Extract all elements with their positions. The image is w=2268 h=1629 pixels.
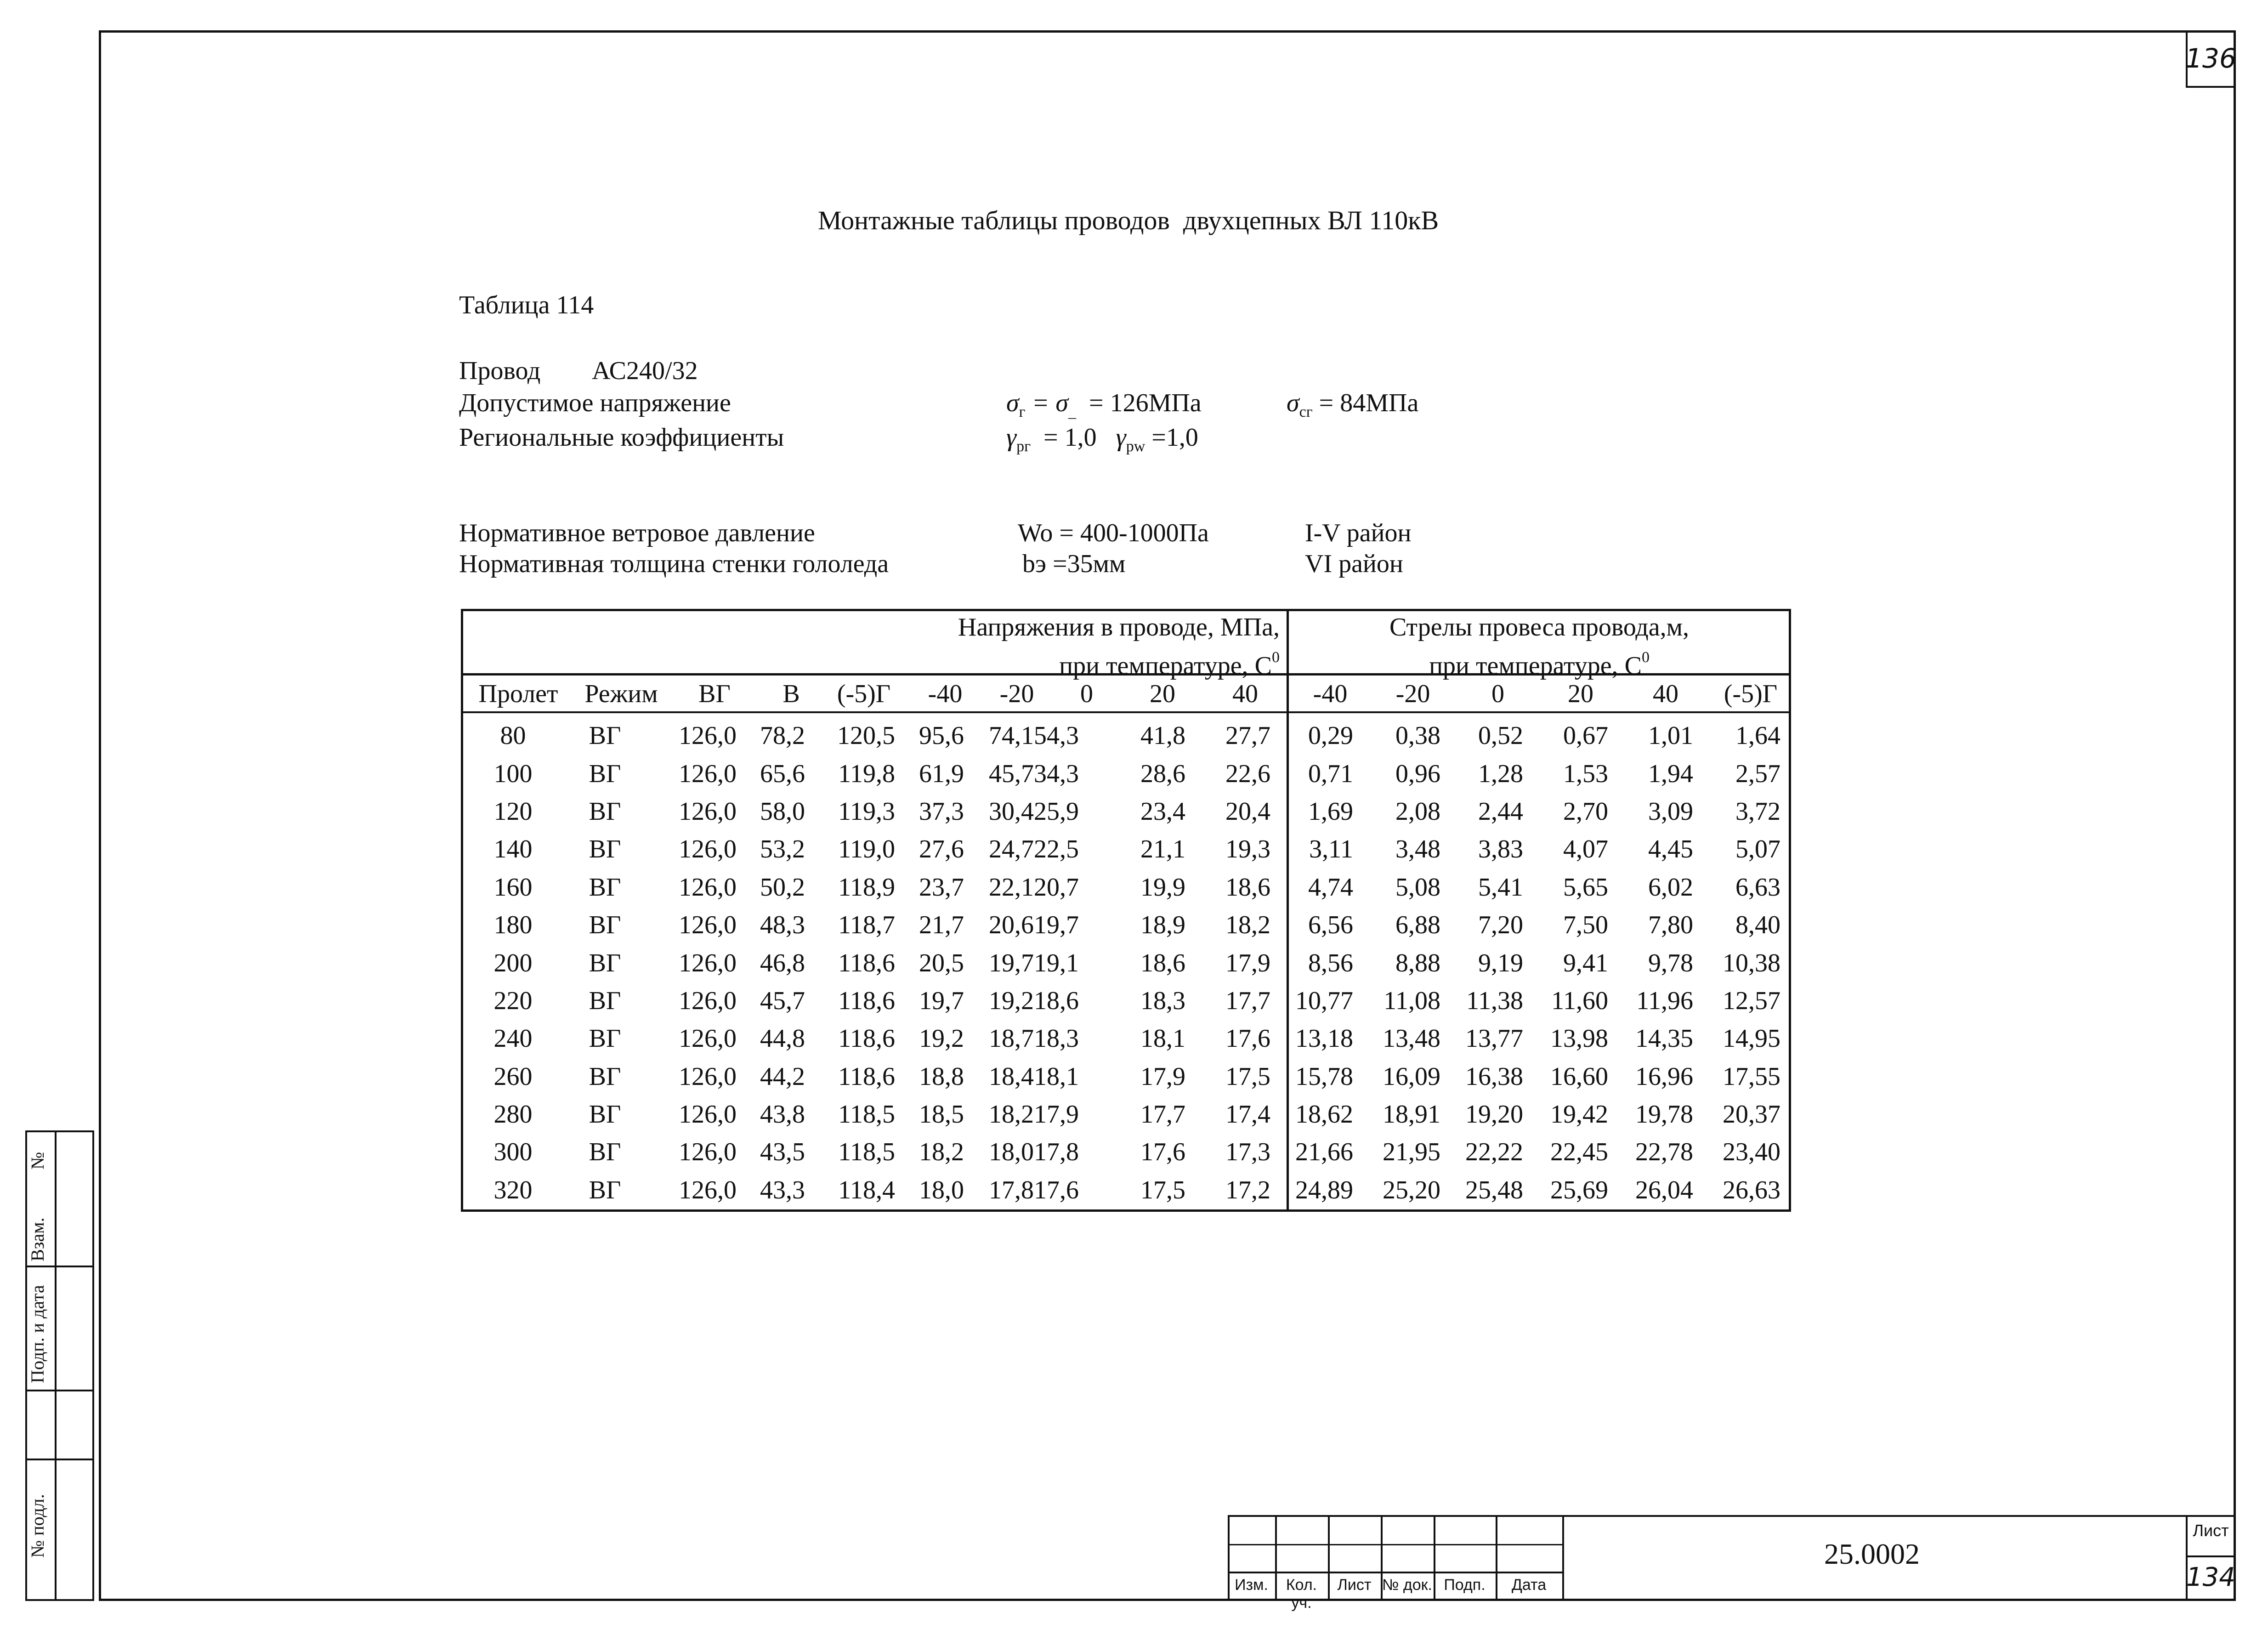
table-label: Таблица 114 [459,291,594,319]
table-cell: 20,6 [989,911,1034,940]
table-cell: ВГ [589,721,621,750]
table-cell: 20,7 [1034,873,1079,902]
table-cell: 118,4 [838,1175,895,1204]
table-cell: 126,0 [679,1175,737,1204]
table-cell: 13,77 [1465,1024,1523,1053]
table-cell: 54,3 [1034,721,1079,750]
table-cell: 5,41 [1478,873,1523,902]
table-cell: 3,83 [1478,835,1523,864]
table-row [463,1058,1780,1095]
table-cell: 200 [493,948,533,977]
table-cell: 61,9 [919,759,964,788]
wind-region: I-V район [1305,519,1412,547]
table-cell: ВГ [589,835,621,864]
table-cell: 2,44 [1478,797,1523,826]
table-cell: 6,88 [1395,911,1440,940]
allowed-stress-formula: $\sigma_г = \sigma_{\_} = 126МПа$ [1006,389,1202,420]
table-cell: 22,45 [1550,1138,1608,1167]
column-header: В [782,680,800,708]
table-cell: ВГ [589,797,621,826]
table-cell: 30,4 [989,797,1034,826]
table-cell: 119,8 [838,759,895,788]
table-cell: 26,04 [1635,1175,1693,1204]
table-cell: 58,0 [760,797,805,826]
table-cell: 8,56 [1308,948,1353,977]
strip-label-replace: Взам. [27,1217,48,1261]
table-cell: 126,0 [679,873,737,902]
column-header: -20 [999,680,1034,708]
table-cell: 126,0 [679,835,737,864]
page-title: Монтажные таблицы проводов двухцепных ВЛ 110кВ [818,205,1439,235]
table-cell: 11,08 [1383,986,1440,1015]
document-number: 25.0002 [1824,1538,1920,1570]
table-row [463,944,1780,982]
table-cell: 17,8 [989,1175,1034,1204]
table-cell: 1,28 [1478,759,1523,788]
table-cell: 7,50 [1563,911,1608,940]
table-row [463,1133,1780,1171]
table-cell: 17,6 [1140,1138,1185,1167]
table-cell: 18,0 [919,1175,964,1204]
table-cell: 18,91 [1383,1100,1440,1129]
column-header: -40 [928,680,963,708]
table-cell: 16,09 [1383,1062,1440,1091]
table-cell: 43,8 [760,1100,805,1129]
table-cell: ВГ [589,1138,621,1167]
table-cell: 118,6 [838,948,895,977]
ice-region: VI район [1305,550,1403,578]
table-cell: 126,0 [679,1062,737,1091]
table-cell: 5,65 [1563,873,1608,902]
wind-value: Wo = 400-1000Па [1018,519,1209,547]
table-cell: 25,20 [1383,1175,1440,1204]
table-cell: 320 [493,1175,533,1204]
table-cell: 17,6 [1034,1175,1079,1204]
title-block-column-label: Изм. [1235,1576,1268,1594]
table-cell: 18,0 [989,1138,1034,1167]
table-cell: 126,0 [679,797,737,826]
table-cell: 126,0 [679,1024,737,1053]
table-cell: 24,7 [989,835,1034,864]
sheet-number: 134 [2186,1562,2235,1592]
table-cell: 0,71 [1308,759,1353,788]
table-cell: 3,72 [1735,797,1780,826]
title-block-line [1228,1544,1562,1545]
table-cell: 220 [493,986,533,1015]
table-cell: 23,4 [1140,797,1185,826]
table-cell: 17,7 [1140,1100,1185,1129]
title-block-line [1228,1572,1562,1573]
table-cell: 118,9 [838,873,895,902]
table-row [463,717,1780,755]
table-cell: 28,6 [1140,759,1185,788]
wind-label: Нормативное ветровое давление [459,519,815,547]
table-cell: 0,52 [1478,721,1523,750]
table-cell: 15,78 [1295,1062,1353,1091]
stress-group-header: Напряжения в проводе, МПа, при температуре, $С^0$ [958,613,1280,680]
regional-coeffs-values: $\gamma_{рг} = 1,0$ $\gamma_{pw} =1,0$ [1006,423,1198,455]
table-cell: 3,11 [1309,835,1353,864]
table-cell: 18,5 [919,1100,964,1129]
column-header: (-5)Г [1724,680,1778,708]
table-cell: 18,8 [919,1062,964,1091]
table-cell: 22,78 [1635,1138,1693,1167]
table-cell: 18,2 [919,1138,964,1167]
table-cell: 18,6 [1225,873,1270,902]
table-cell: 6,02 [1648,873,1693,902]
table-cell: 126,0 [679,1100,737,1129]
table-cell: 119,0 [838,835,895,864]
table-cell: 18,62 [1295,1100,1353,1129]
regional-coeffs-label: Региональные коэффициенты [459,423,784,452]
table-cell: 0,29 [1308,721,1353,750]
table-cell: 43,3 [760,1175,805,1204]
table-cell: 118,6 [838,986,895,1015]
table-cell: 22,5 [1034,835,1079,864]
table-cell: 240 [493,1024,533,1053]
table-cell: 19,7 [919,986,964,1015]
table-cell: 4,45 [1648,835,1693,864]
table-cell: 4,07 [1563,835,1608,864]
table-cell: 12,57 [1723,986,1780,1015]
table-cell: 17,5 [1140,1175,1185,1204]
table-row [463,755,1780,792]
table-cell: 118,5 [838,1138,895,1167]
table-cell: 80 [500,721,526,750]
table-cell: 19,3 [1225,835,1270,864]
table-cell: 126,0 [679,759,737,788]
table-cell: 100 [493,759,533,788]
column-header: 40 [1232,680,1258,708]
table-cell: 21,66 [1295,1138,1353,1167]
table-cell: 19,2 [989,986,1034,1015]
table-cell: 118,7 [838,911,895,940]
table-cell: 16,96 [1635,1062,1693,1091]
table-cell: 3,09 [1648,797,1693,826]
table-cell: ВГ [589,911,621,940]
title-block-line [2186,1555,2236,1557]
table-cell: 4,74 [1308,873,1353,902]
table-cell: 27,7 [1225,721,1270,750]
table-cell: 10,77 [1295,986,1353,1015]
title-block-column-label: № док. [1382,1576,1432,1594]
table-cell: 17,9 [1034,1100,1079,1129]
table-cell: 19,9 [1140,873,1185,902]
table-row [463,906,1780,944]
table-cell: ВГ [589,873,621,902]
table-cell: 18,6 [1140,948,1185,977]
table-cell: 1,64 [1735,721,1780,750]
column-header: Пролет [478,680,558,708]
table-cell: 0,96 [1395,759,1440,788]
table-cell: 17,2 [1225,1175,1270,1204]
column-header: 20 [1568,680,1593,708]
table-cell: 160 [493,873,533,902]
title-block-line [1562,1515,1564,1601]
column-header: 0 [1491,680,1504,708]
table-cell: 180 [493,911,533,940]
table-cell: 20,5 [919,948,964,977]
column-header: 0 [1080,680,1093,708]
table-cell: 126,0 [679,1138,737,1167]
table-cell: 45,7 [989,759,1034,788]
allowed-stress-label: Допустимое напряжение [459,389,731,417]
table-cell: 126,0 [679,911,737,940]
sag-group-header: Стрелы провеса провода,м, при температуре, $С^0$ [1389,613,1690,680]
ice-label: Нормативная толщина стенки гололеда [459,550,889,578]
table-cell: 20,37 [1723,1100,1780,1129]
table-cell: ВГ [589,759,621,788]
table-cell: 44,2 [760,1062,805,1091]
table-cell: 95,6 [919,721,964,750]
table-cell: 50,2 [760,873,805,902]
table-cell: 8,88 [1395,948,1440,977]
table-cell: 2,08 [1395,797,1440,826]
table-cell: 46,8 [760,948,805,977]
strip-label-orig-no: № подл. [27,1494,48,1558]
table-cell: 2,70 [1563,797,1608,826]
table-cell: 26,63 [1723,1175,1780,1204]
table-cell: 13,48 [1383,1024,1440,1053]
table-cell: 10,38 [1723,948,1780,977]
column-header: 40 [1653,680,1678,708]
table-cell: 23,40 [1723,1138,1780,1167]
wire-value: АС240/32 [592,357,698,385]
table-cell: 44,8 [760,1024,805,1053]
table-cell: 74,1 [989,721,1034,750]
title-block-column-label: Дата [1511,1576,1547,1594]
title-block-column-label: Кол. уч. [1286,1576,1317,1612]
table-cell: 120 [493,797,533,826]
table-cell: 14,95 [1723,1024,1780,1053]
table-row [463,982,1780,1020]
table-cell: 7,20 [1478,911,1523,940]
table-cell: 18,7 [989,1024,1034,1053]
table-cell: 6,56 [1308,911,1353,940]
table-cell: 0,67 [1563,721,1608,750]
table-row [463,1020,1780,1057]
table-cell: 53,2 [760,835,805,864]
table-cell: 18,3 [1140,986,1185,1015]
allowed-stress-sigma-cg: $\sigma_{сг} = 84МПа$ [1287,389,1419,420]
table-row [463,830,1780,868]
table-cell: 18,3 [1034,1024,1079,1053]
table-cell: 34,3 [1034,759,1079,788]
table-cell: 41,8 [1140,721,1185,750]
table-cell: 24,89 [1295,1175,1353,1204]
table-cell: 16,38 [1465,1062,1523,1091]
table-cell: 19,2 [919,1024,964,1053]
table-cell: 43,5 [760,1138,805,1167]
table-cell: 1,53 [1563,759,1608,788]
table-cell: 9,19 [1478,948,1523,977]
table-cell: 18,1 [1034,1062,1079,1091]
table-cell: 18,9 [1140,911,1185,940]
column-header: -40 [1313,680,1348,708]
table-cell: 48,3 [760,911,805,940]
table-cell: 119,3 [838,797,895,826]
column-header: -20 [1395,680,1430,708]
title-block-column-label: Подп. [1444,1576,1486,1594]
table-cell: 5,07 [1735,835,1780,864]
ice-value: bэ =35мм [1022,550,1126,578]
table-cell: 19,42 [1550,1100,1608,1129]
table-cell: 126,0 [679,721,737,750]
table-cell: 18,1 [1140,1024,1185,1053]
table-cell: 17,4 [1225,1100,1270,1129]
page-number-top: 136 [2186,30,2236,88]
table-cell: 19,20 [1465,1100,1523,1129]
table-cell: 13,18 [1295,1024,1353,1053]
strip-label-no: № [27,1152,48,1169]
table-cell: 19,1 [1034,948,1079,977]
table-cell: 22,22 [1465,1138,1523,1167]
table-cell: 17,9 [1140,1062,1185,1091]
table-cell: 0,38 [1395,721,1440,750]
table-cell: 18,2 [989,1100,1034,1129]
table-cell: 9,78 [1648,948,1693,977]
table-cell: 14,35 [1635,1024,1693,1053]
table-cell: 118,6 [838,1062,895,1091]
table-cell: 9,41 [1563,948,1608,977]
table-cell: 21,1 [1140,835,1185,864]
table-cell: ВГ [589,948,621,977]
table-cell: 17,8 [1034,1138,1079,1167]
column-header: 20 [1150,680,1175,708]
table-cell: 11,96 [1636,986,1693,1015]
table-row [463,1095,1780,1133]
table-cell: 78,2 [760,721,805,750]
table-cell: 17,5 [1225,1062,1270,1091]
table-cell: 140 [493,835,533,864]
table-cell: 7,80 [1648,911,1693,940]
table-cell: 1,69 [1308,797,1353,826]
table-cell: 1,01 [1648,721,1693,750]
table-cell: 20,4 [1225,797,1270,826]
table-row [463,793,1780,830]
table-cell: 18,6 [1034,986,1079,1015]
table-cell: 16,60 [1550,1062,1608,1091]
table-cell: 25,69 [1550,1175,1608,1204]
table-cell: 19,78 [1635,1100,1693,1129]
table-cell: 3,48 [1395,835,1440,864]
table-cell: 18,2 [1225,911,1270,940]
table-cell: 118,6 [838,1024,895,1053]
table-cell: 17,6 [1225,1024,1270,1053]
table-cell: 23,7 [919,873,964,902]
wire-label: Провод [459,357,541,385]
table-cell: 65,6 [760,759,805,788]
column-header: ВГ [698,680,731,708]
table-cell: ВГ [589,986,621,1015]
table-cell: 37,3 [919,797,964,826]
table-cell: 19,7 [1034,911,1079,940]
table-cell: ВГ [589,1100,621,1129]
table-cell: 17,3 [1225,1138,1270,1167]
table-cell: 25,9 [1034,797,1079,826]
table-cell: 260 [493,1062,533,1091]
table-cell: 17,9 [1225,948,1270,977]
table-cell: ВГ [589,1175,621,1204]
table-columns-divider [461,711,1791,713]
table-cell: 21,7 [919,911,964,940]
table-cell: 25,48 [1465,1175,1523,1204]
table-cell: 118,5 [838,1100,895,1129]
data-table [463,717,1780,1209]
strip-label-sign-date: Подп. и дата [27,1285,48,1383]
table-cell: 45,7 [760,986,805,1015]
table-cell: 17,55 [1723,1062,1780,1091]
table-cell: 1,94 [1648,759,1693,788]
table-cell: 2,57 [1735,759,1780,788]
column-header: (-5)Г [837,680,891,708]
table-row [463,868,1780,906]
table-cell: ВГ [589,1024,621,1053]
table-cell: 19,7 [989,948,1034,977]
table-cell: 27,6 [919,835,964,864]
table-cell: 126,0 [679,948,737,977]
title-block-column-label: Лист [1337,1576,1372,1594]
table-cell: 17,7 [1225,986,1270,1015]
table-cell: 13,98 [1550,1024,1608,1053]
column-header: Режим [584,680,658,708]
sheet-label: Лист [2193,1521,2229,1540]
table-cell: 22,6 [1225,759,1270,788]
table-cell: 8,40 [1735,911,1780,940]
table-cell: 21,95 [1383,1138,1440,1167]
table-cell: 126,0 [679,986,737,1015]
table-row [463,1171,1780,1209]
table-cell: 11,60 [1551,986,1608,1015]
table-cell: 11,38 [1466,986,1523,1015]
table-cell: 22,1 [989,873,1034,902]
table-cell: 18,4 [989,1062,1034,1091]
table-cell: 5,08 [1395,873,1440,902]
table-cell: 120,5 [837,721,895,750]
table-cell: ВГ [589,1062,621,1091]
table-cell: 300 [493,1138,533,1167]
table-cell: 280 [493,1100,533,1129]
table-cell: 6,63 [1735,873,1780,902]
